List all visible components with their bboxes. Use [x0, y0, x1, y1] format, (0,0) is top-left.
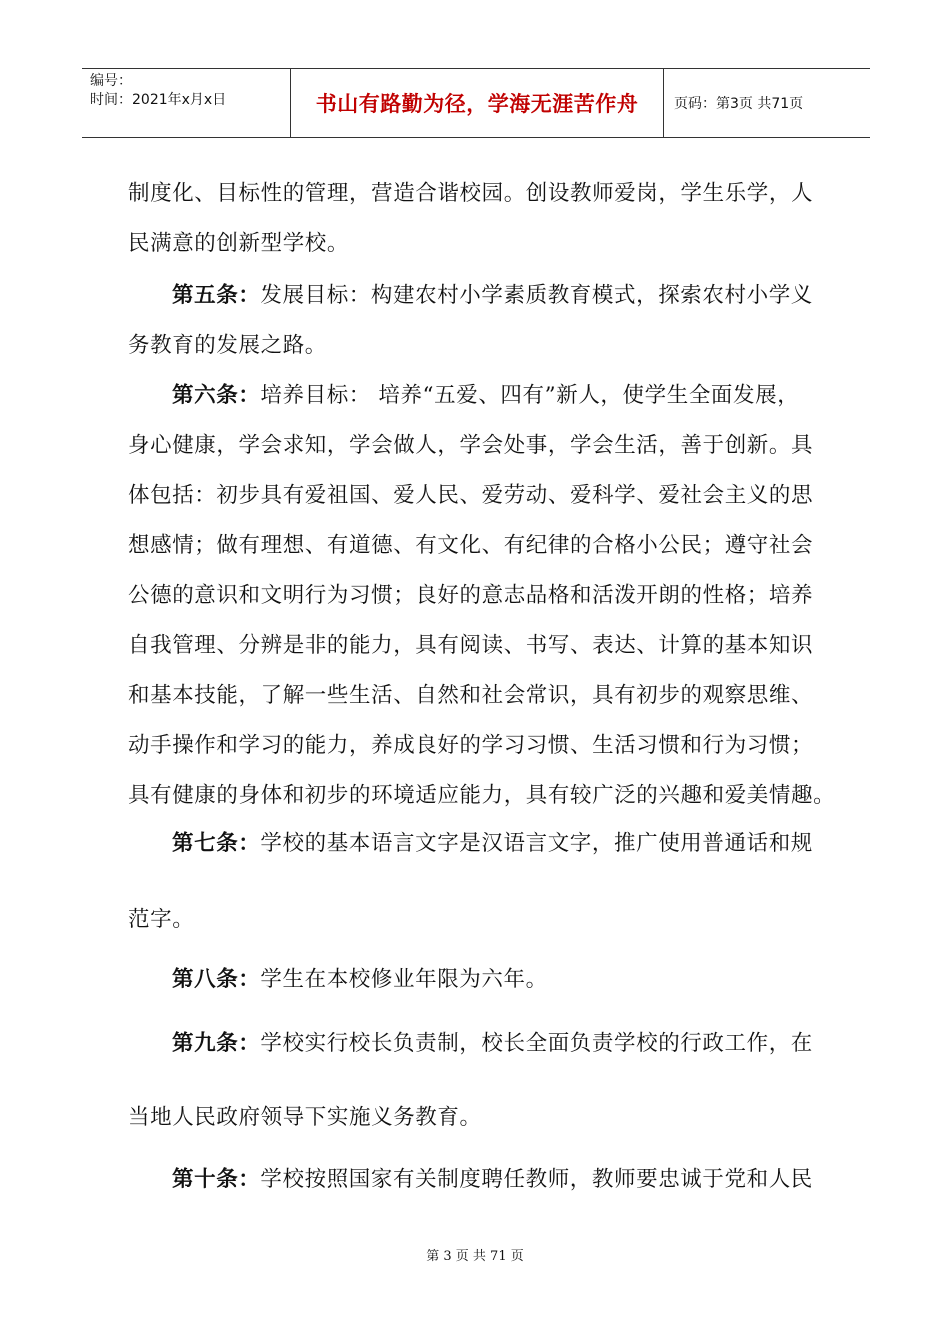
article-heading: 第六条：: [172, 383, 261, 408]
body-line: 体包括：初步具有爱祖国、爱人民、爱劳动、爱科学、爱社会主义的思: [128, 483, 814, 508]
header-motto: [290, 69, 664, 137]
article-6: 第六条：培养目标： 培养“五爱、四有”新人，使学生全面发展，: [172, 383, 800, 408]
article-heading: 第七条：: [172, 831, 261, 856]
body-line: 务教育的发展之路。: [128, 333, 327, 358]
page-footer: 第 3 页 共 71 页: [426, 1249, 524, 1264]
header-meta: [82, 69, 290, 137]
body-line: 民满意的创新型学校。: [128, 231, 350, 256]
header-time-label: 时间：2021年x月x日: [90, 92, 227, 108]
body-line: 动手操作和学习的能力，养成良好的学习习惯、生活习惯和行为习惯；: [128, 733, 814, 758]
article-heading: 第十条：: [172, 1167, 261, 1192]
article-heading: 第八条：: [172, 967, 261, 992]
article-heading: 第九条：: [172, 1031, 261, 1056]
article-10: 第十条：学校按照国家有关制度聘任教师，教师要忠诚于党和人民: [172, 1167, 813, 1192]
body-line: 公德的意识和文明行为习惯；良好的意志品格和活泼开朗的性格；培养: [128, 583, 814, 608]
article-8: 第八条：学生在本校修业年限为六年。: [172, 967, 548, 992]
article-heading: 第五条：: [172, 283, 261, 308]
header-page-label: 页码：第3页 共71页: [674, 96, 804, 112]
header-motto-text: 书山有路勤为径，学海无涯苦作舟: [315, 92, 639, 116]
article-9: 第九条：学校实行校长负责制，校长全面负责学校的行政工作，在: [172, 1031, 813, 1056]
body-line: 具有健康的身体和初步的环境适应能力，具有较广泛的兴趣和爱美情趣。: [128, 783, 836, 808]
body-line: 范字。: [128, 907, 195, 932]
body-line: 制度化、目标性的管理，营造合谐校园。创设教师爱岗，学生乐学，人: [128, 181, 814, 206]
header-page-info: [664, 69, 870, 137]
body-line: 和基本技能，了解一些生活、自然和社会常识，具有初步的观察思维、: [128, 683, 814, 708]
article-5: 第五条：发展目标：构建农村小学素质教育模式，探索农村小学义: [172, 283, 813, 308]
body-line: 当地人民政府领导下实施义务教育。: [128, 1105, 482, 1130]
article-7: 第七条：学校的基本语言文字是汉语言文字，推广使用普通话和规: [172, 831, 813, 856]
body-line: 身心健康，学会求知，学会做人，学会处事，学会生活，善于创新。具: [128, 433, 814, 458]
body-line: 自我管理、分辨是非的能力，具有阅读、书写、表达、计算的基本知识: [128, 633, 814, 658]
header-code-label: 编号：: [90, 73, 132, 89]
page-header: [82, 68, 870, 138]
body-line: 想感情；做有理想、有道德、有文化、有纪律的合格小公民；遵守社会: [128, 533, 814, 558]
